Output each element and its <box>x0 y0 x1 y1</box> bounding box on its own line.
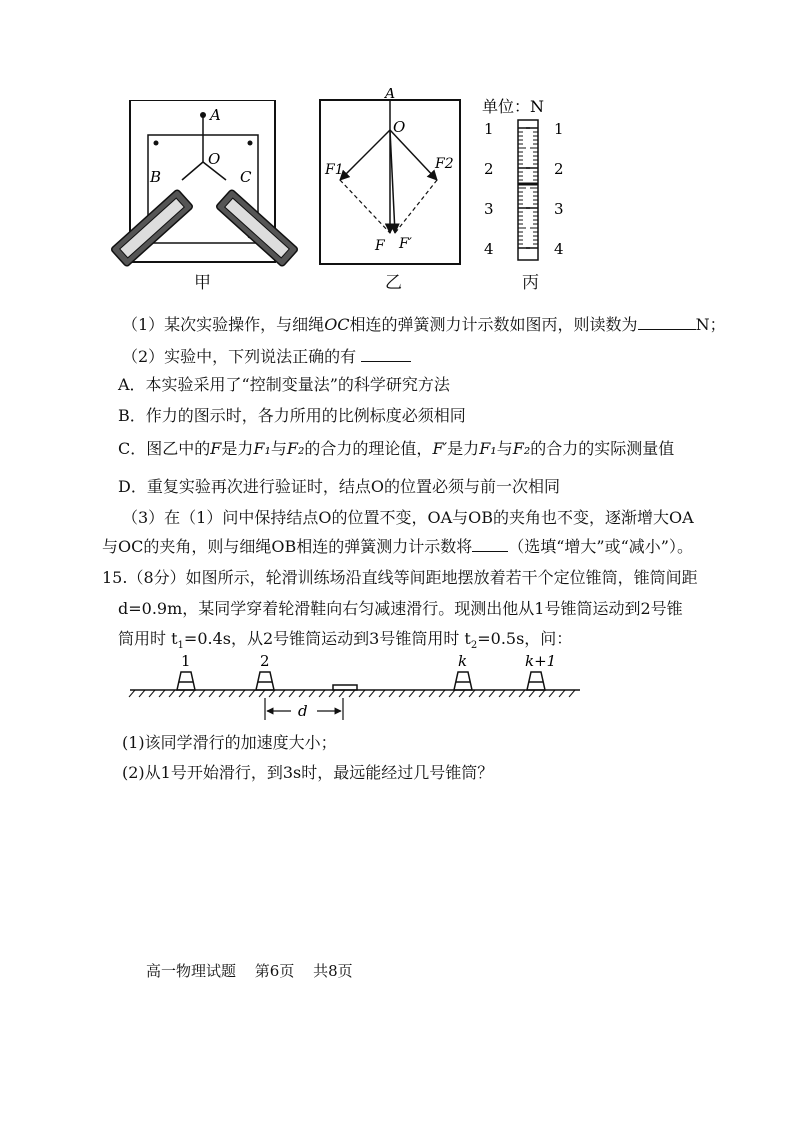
cone-label-2: 2 <box>260 652 270 670</box>
label-F-prime: F′ <box>399 236 412 252</box>
tick-right-1: 1 <box>554 120 564 138</box>
q14-option-c: C．图乙中的F是力F₁与F₂的合力的理论值，F′是力F₁与F₂的合力的实际测量值 <box>118 439 675 458</box>
tick-left-2: 2 <box>484 160 494 178</box>
q14-option-d: D．重复实验再次进行验证时，结点O的位置必须与前一次相同 <box>118 477 560 496</box>
q14-part2: （2）实验中，下列说法正确的有 <box>122 344 411 367</box>
q15-sub2: (2)从1号开始滑行，到3s时，最远能经过几号锥筒？ <box>122 763 494 782</box>
unit-label: 单位：N <box>482 97 545 116</box>
q14-part3-line2: 与OC的夹角，则与细绳OB相连的弹簧测力计示数将 （选填“增大”或“减小”）。 <box>102 537 693 556</box>
scale-pointer <box>518 183 538 186</box>
distance-label-d: d <box>298 702 308 720</box>
q14-option-b: B．作力的图示时，各力所用的比例标度必须相同 <box>118 406 466 425</box>
label-F: F <box>375 238 385 254</box>
label-A: A <box>385 88 396 102</box>
footer-subject: 高一物理试题 <box>146 962 237 980</box>
q15-line2: d=0.9m，某同学穿着轮滑鞋向右匀减速滑行。现测出他从1号锥筒运动到2号锥 <box>118 599 683 618</box>
answer-blank-2[interactable] <box>361 347 411 362</box>
q14-part3-line1: （3）在（1）问中保持结点O的位置不变，OA与OB的夹角也不变，逐渐增大OA <box>122 508 694 527</box>
label-C: C <box>240 168 252 186</box>
q15-line1: 15.（8分）如图所示，轮滑训练场沿直线等间距地摆放着若干个定位锥筒，锥筒间距 <box>102 568 698 587</box>
figure-yi <box>315 88 465 270</box>
caption-bing: 丙 <box>522 273 539 293</box>
label-F1: F1 <box>325 162 344 178</box>
cone-diagram <box>125 648 595 726</box>
q15-sub1: (1)该同学滑行的加速度大小； <box>122 733 337 752</box>
footer-total: 共8页 <box>313 962 353 980</box>
tick-left-4: 4 <box>484 240 494 258</box>
label-O: O <box>393 118 406 136</box>
tick-right-3: 3 <box>554 200 564 218</box>
footer-page: 第6页 <box>254 962 295 980</box>
label-A: A <box>210 106 221 124</box>
caption-jia: 甲 <box>194 273 211 293</box>
figure-bing-scale <box>480 96 580 266</box>
q15-line3: 筒用时 $t_1=0.4s$，从2号锥筒运动到3号锥筒用时 $t_2=0.5s$，问： <box>118 629 573 652</box>
page-footer <box>146 960 367 981</box>
q14-part1: （1）某次实验操作，与细绳OC相连的弹簧测力计示数如图丙，则读数为 N； <box>122 315 726 334</box>
answer-blank-3[interactable] <box>472 537 508 552</box>
tick-right-4: 4 <box>554 240 564 258</box>
caption-yi: 乙 <box>385 273 402 293</box>
label-F2: F2 <box>435 156 454 172</box>
tick-left-1: 1 <box>484 120 494 138</box>
label-O: O <box>208 150 221 168</box>
cone-label-1: 1 <box>181 652 191 670</box>
q14-option-a: A．本实验采用了“控制变量法”的科学研究方法 <box>118 375 450 394</box>
cone-label-k: k <box>458 652 468 670</box>
tick-left-3: 3 <box>484 200 494 218</box>
tick-right-2: 2 <box>554 160 564 178</box>
answer-blank-1[interactable] <box>638 315 696 330</box>
cone-label-k-plus-1: k+1 <box>525 652 557 670</box>
figure-jia <box>100 100 300 270</box>
label-B: B <box>150 168 162 186</box>
